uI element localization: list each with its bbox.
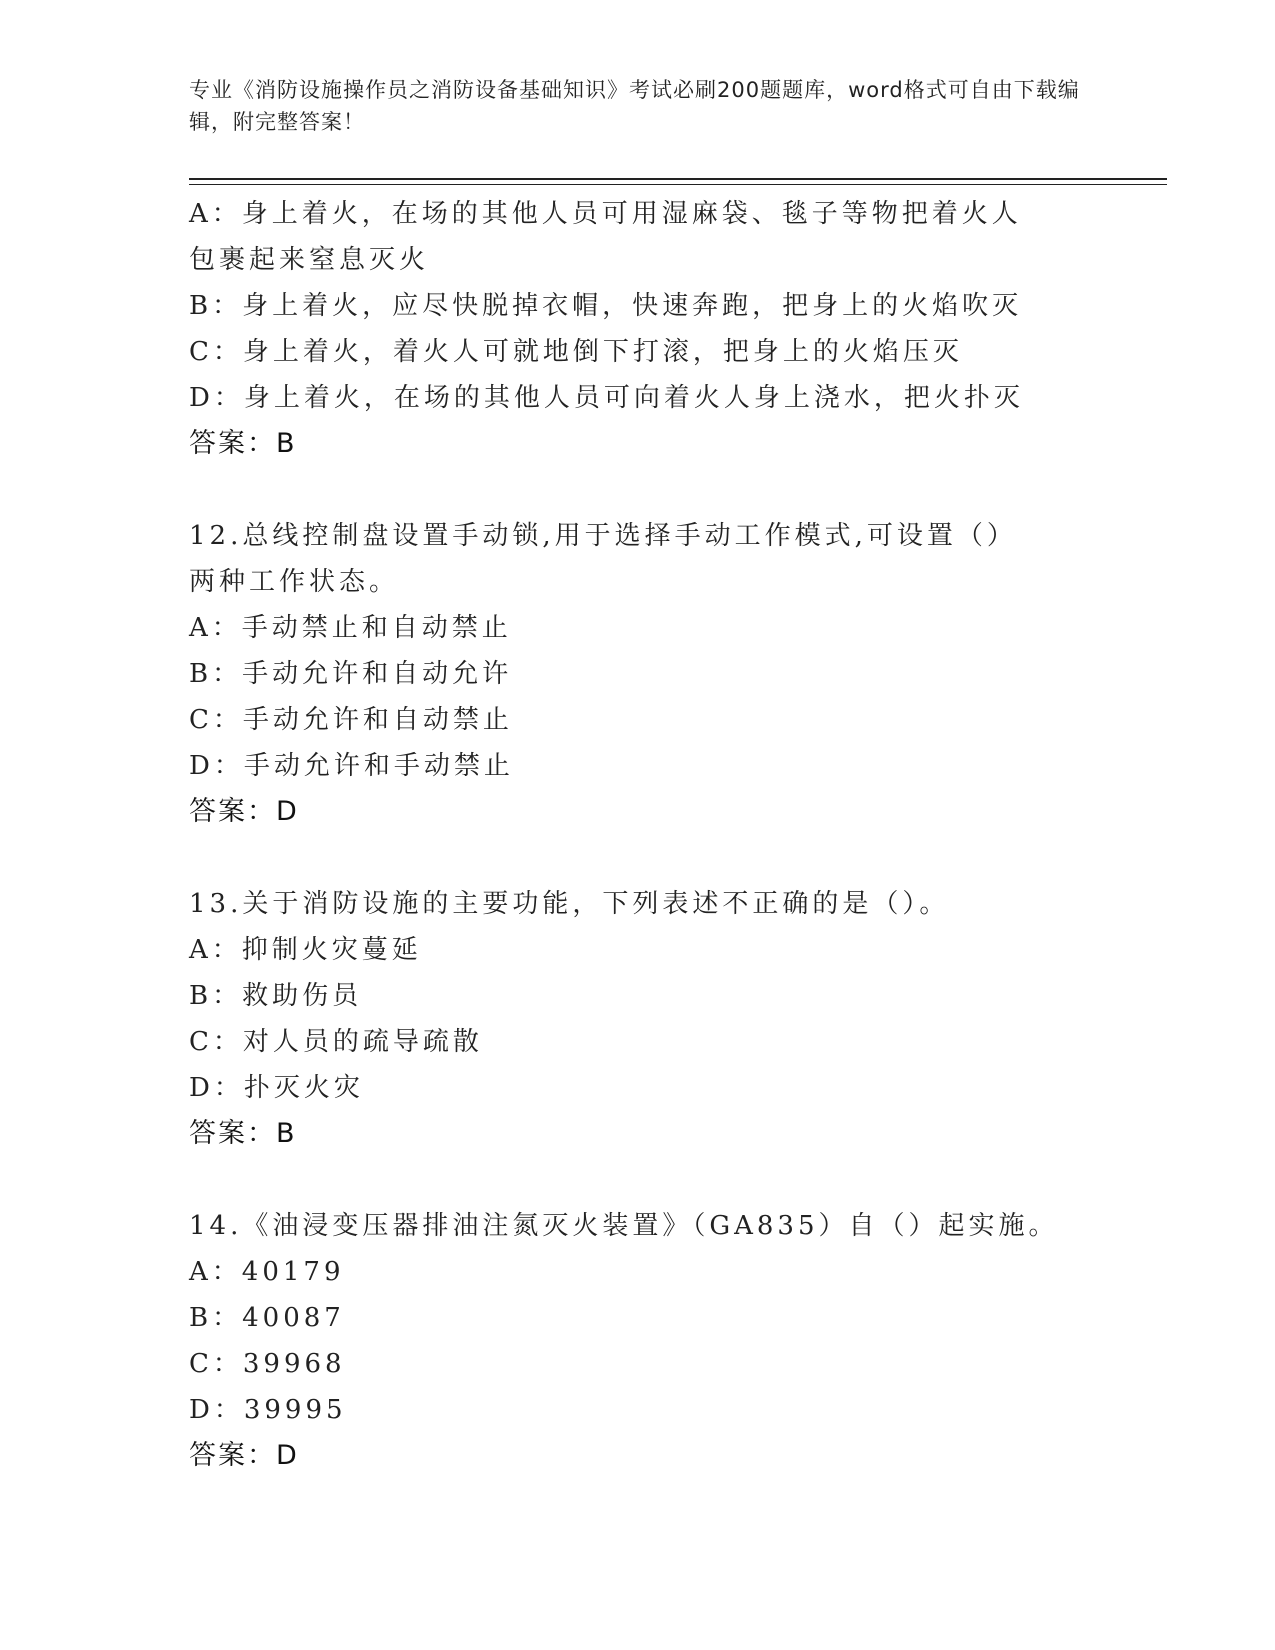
option-a: A：抑制火灾蔓延	[189, 935, 422, 965]
option-a: A：手动禁止和自动禁止	[189, 613, 512, 643]
option-d: D：身上着火，在场的其他人员可向着火人身上浇水，把火扑灭	[189, 383, 1024, 413]
question-13	[189, 881, 1089, 1157]
header-rule-thin	[189, 184, 1167, 185]
option-a: A：身上着火，在场的其他人员可用湿麻袋、毯子等物把着火人包裹起来窒息灭火	[189, 199, 1022, 275]
option-b: B：救助伤员	[189, 981, 363, 1011]
answer: 答案：D	[189, 1440, 299, 1471]
answer: 答案：B	[189, 428, 297, 459]
option-d: D：扑灭火灾	[189, 1073, 364, 1103]
option-c: C：手动允许和自动禁止	[189, 705, 513, 735]
option-c: C：身上着火，着火人可就地倒下打滚，把身上的火焰压灭	[189, 337, 963, 367]
answer: 答案：D	[189, 796, 299, 827]
option-a: A：40179	[189, 1257, 345, 1287]
option-d: D：手动允许和手动禁止	[189, 751, 514, 781]
option-b: B：40087	[189, 1303, 345, 1333]
header-rule-thick	[189, 178, 1167, 180]
question-14	[189, 1203, 1089, 1479]
answer: 答案：B	[189, 1118, 297, 1149]
question-stem: 13.关于消防设施的主要功能，下列表述不正确的是（）。	[189, 889, 950, 919]
question-stem: 12.总线控制盘设置手动锁,用于选择手动工作模式,可设置（）两种工作状态。	[189, 521, 1017, 597]
question-12	[189, 513, 1089, 835]
option-c: C：39968	[189, 1349, 346, 1379]
question-11-tail	[189, 191, 1089, 467]
option-c: C：对人员的疏导疏散	[189, 1027, 483, 1057]
question-stem: 14.《油浸变压器排油注氮灭火装置》（GA835）自（）起实施。	[189, 1211, 1059, 1241]
spacer	[189, 1157, 1089, 1203]
option-b: B：手动允许和自动允许	[189, 659, 513, 689]
document-body	[189, 191, 1089, 1479]
option-d: D：39995	[189, 1395, 347, 1425]
spacer	[189, 835, 1089, 881]
page-header: 专业《消防设施操作员之消防设备基础知识》考试必刷200题题库，word格式可自由下载编辑，附完整答案！	[189, 78, 1080, 134]
option-b: B：身上着火，应尽快脱掉衣帽，快速奔跑，把身上的火焰吹灭	[189, 291, 1023, 321]
spacer	[189, 467, 1089, 513]
